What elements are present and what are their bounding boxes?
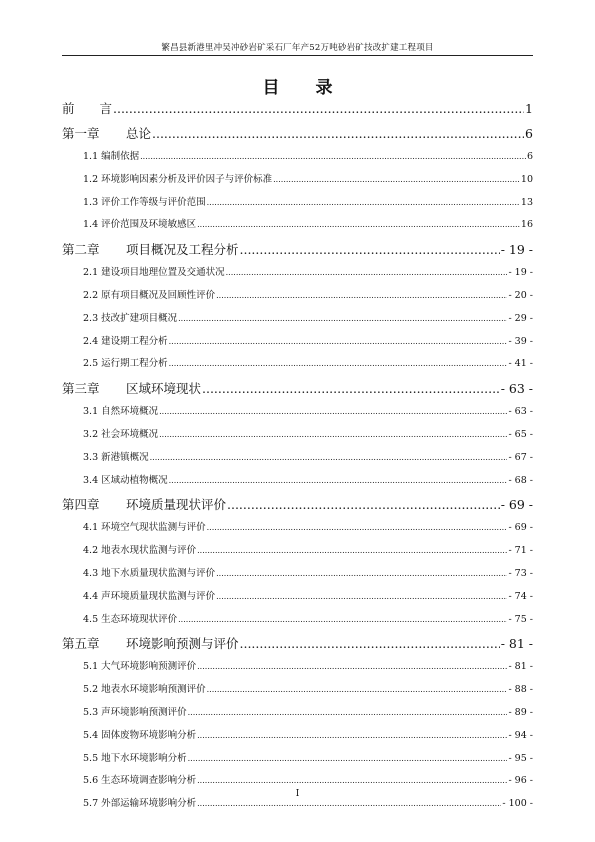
toc-chapter-label (62, 376, 201, 401)
toc-page-number: - 94 - (508, 729, 533, 741)
toc-page-number: - 63 - (508, 406, 533, 418)
toc-leader-dots (216, 586, 507, 609)
toc-section-title: 1.1 编制依据 (83, 151, 140, 162)
toc-page-number: - 65 - (508, 428, 533, 440)
toc-leader-dots (240, 237, 500, 262)
toc-chapter-number: 第三章 (62, 381, 100, 397)
toc-section-title: 3.3 新港镇概况 (83, 451, 149, 463)
toc-leader-dots (202, 376, 500, 401)
toc-section-entry[interactable] (62, 517, 533, 540)
toc-chapter-number: 第一章 (62, 126, 100, 141)
toc-chapter-title: 区域环境现状 (126, 381, 202, 397)
toc-leader-dots (207, 192, 520, 215)
toc-leader-dots (169, 331, 508, 354)
toc-chapter-number: 前 言 (62, 101, 113, 116)
toc-section-entry[interactable] (62, 192, 533, 215)
toc-section-entry[interactable] (62, 424, 533, 447)
toc-section-entry[interactable] (62, 470, 533, 493)
toc-section-title: 5.4 固体废物环境影响分析 (83, 729, 197, 741)
toc-section-title: 3.2 社会环境概况 (83, 428, 159, 440)
toc-page-number: - 41 - (508, 358, 533, 370)
toc-page-number: - 74 - (508, 590, 533, 602)
toc-page-number: - 71 - (508, 545, 533, 557)
toc-chapter-number: 第四章 (62, 497, 100, 513)
toc-section-entry[interactable] (62, 285, 533, 308)
toc-section-entry[interactable] (62, 262, 533, 285)
toc-page-number: - 19 - (500, 242, 533, 258)
toc-chapter-title: 环境影响预测与评价 (126, 636, 239, 652)
toc-section-entry[interactable] (62, 656, 533, 679)
toc-section-title: 5.6 生态环境调查影响分析 (83, 775, 197, 787)
toc-section-entry[interactable] (62, 586, 533, 609)
toc-section-entry[interactable] (62, 447, 533, 470)
toc-leader-dots (140, 146, 526, 169)
toc-leader-dots (273, 169, 520, 192)
toc-chapter-entry[interactable] (62, 121, 533, 146)
toc-section-entry[interactable] (62, 331, 533, 354)
toc-section-title: 3.4 区域动植物概况 (83, 474, 168, 486)
toc-section-title: 2.5 运行期工程分析 (83, 358, 168, 370)
table-of-contents (62, 96, 533, 816)
toc-leader-dots (227, 492, 500, 517)
toc-section-title: 5.7 外部运输环境影响分析 (83, 798, 197, 810)
toc-leader-dots (197, 214, 520, 237)
toc-page-number: - 73 - (508, 567, 533, 579)
toc-page-number: - 69 - (508, 522, 533, 534)
toc-section-title: 2.3 技改扩建项目概况 (83, 312, 178, 324)
toc-section-title: 5.3 声环境影响预测评价 (83, 706, 187, 718)
toc-page-number: 6 (525, 126, 533, 141)
toc-chapter-label (62, 492, 226, 517)
toc-section-entry[interactable] (62, 679, 533, 702)
toc-page-number: - 63 - (500, 381, 533, 397)
toc-section-entry[interactable] (62, 308, 533, 331)
toc-chapter-label (62, 631, 239, 656)
toc-section-entry[interactable] (62, 702, 533, 725)
toc-chapter-entry[interactable] (62, 631, 533, 656)
toc-title-char-1: 目 (262, 78, 280, 98)
toc-leader-dots (188, 702, 508, 725)
toc-chapter-label (62, 96, 112, 121)
toc-page-number: - 100 - (502, 798, 533, 810)
toc-section-title: 5.2 地表水环境影响预测评价 (83, 684, 206, 696)
toc-leader-dots (150, 447, 508, 470)
toc-leader-dots (178, 609, 507, 632)
toc-section-title: 4.2 地表水现状监测与评价 (83, 545, 197, 557)
toc-chapter-label (62, 121, 151, 146)
toc-title (0, 73, 595, 98)
toc-chapter-label (62, 237, 239, 262)
toc-chapter-title: 总论 (126, 126, 152, 141)
toc-chapter-entry[interactable] (62, 376, 533, 401)
toc-section-title: 4.4 声环境质量现状监测与评价 (83, 590, 216, 602)
toc-chapter-entry[interactable] (62, 237, 533, 262)
toc-leader-dots (226, 262, 508, 285)
toc-section-entry[interactable] (62, 169, 533, 192)
page-header: 繁昌县新港里冲吴冲砂岩矿采石厂年产52万吨砂岩矿技改扩建工程项目 (62, 41, 533, 56)
toc-leader-dots (152, 121, 524, 146)
toc-page-number: - 96 - (508, 775, 533, 787)
toc-section-entry[interactable] (62, 748, 533, 771)
toc-leader-dots (216, 285, 507, 308)
toc-leader-dots (207, 679, 508, 702)
toc-section-title: 2.2 原有项目概况及回顾性评价 (83, 289, 216, 301)
toc-leader-dots (169, 353, 508, 376)
toc-section-title: 2.1 建设项目地理位置及交通状况 (83, 267, 225, 279)
toc-page-number: - 69 - (500, 497, 533, 513)
toc-chapter-title: 环境质量现状评价 (126, 497, 227, 513)
toc-leader-dots (197, 725, 507, 748)
toc-leader-dots (207, 517, 508, 540)
toc-leader-dots (159, 424, 507, 447)
toc-leader-dots (159, 401, 507, 424)
toc-page-number: - 67 - (508, 451, 533, 463)
toc-section-title: 1.3 评价工作等级与评价范围 (83, 196, 206, 208)
page-number: I (295, 789, 300, 799)
toc-leader-dots (240, 631, 500, 656)
toc-leader-dots (197, 540, 507, 563)
toc-section-entry[interactable] (62, 725, 533, 748)
toc-page-number: - 19 - (508, 267, 533, 279)
toc-section-title: 4.5 生态环境现状评价 (83, 613, 178, 625)
toc-section-entry[interactable] (62, 353, 533, 376)
toc-section-entry[interactable] (62, 609, 533, 632)
toc-page-number: - 29 - (508, 312, 533, 324)
toc-chapter-entry[interactable] (62, 492, 533, 517)
toc-section-title: 2.4 建设期工程分析 (83, 335, 168, 347)
toc-page-number: 13 (520, 196, 533, 208)
toc-chapter-title: 项目概况及工程分析 (126, 242, 239, 258)
toc-page-number: - 68 - (508, 474, 533, 486)
toc-chapter-number: 第二章 (62, 242, 100, 258)
toc-page-number: - 75 - (508, 613, 533, 625)
toc-page-number: - 95 - (508, 752, 533, 764)
toc-leader-dots (188, 748, 508, 771)
toc-section-title: 5.5 地下水环境影响分析 (83, 752, 187, 764)
toc-section-title: 4.3 地下水质量现状监测与评价 (83, 567, 216, 579)
toc-page-number: 1 (525, 101, 533, 116)
toc-section-title: 1.4 评价范围及环境敏感区 (83, 219, 197, 231)
toc-page-number: - 39 - (508, 335, 533, 347)
toc-page-number: - 88 - (508, 684, 533, 696)
toc-section-title: 4.1 环境空气现状监测与评价 (83, 522, 206, 534)
toc-page-number: 16 (520, 219, 533, 231)
toc-section-title: 3.1 自然环境概况 (83, 406, 159, 418)
toc-page-number: - 89 - (508, 706, 533, 718)
toc-leader-dots (197, 656, 507, 679)
toc-title-char-2: 录 (315, 78, 333, 98)
toc-section-entry[interactable] (62, 214, 533, 237)
toc-leader-dots (169, 470, 508, 493)
toc-chapter-entry[interactable] (62, 96, 533, 121)
toc-leader-dots (113, 96, 524, 121)
toc-section-entry[interactable] (62, 146, 533, 169)
toc-section-entry[interactable] (62, 563, 533, 586)
toc-section-entry[interactable] (62, 540, 533, 563)
toc-page-number: - 20 - (508, 289, 533, 301)
toc-page-number: 10 (520, 173, 533, 185)
toc-chapter-number: 第五章 (62, 636, 100, 652)
toc-page-number: - 81 - (508, 661, 533, 673)
toc-section-title: 1.2 环境影响因素分析及评价因子与评价标准 (83, 173, 273, 185)
toc-leader-dots (178, 308, 507, 331)
toc-section-entry[interactable] (62, 401, 533, 424)
toc-section-title: 5.1 大气环境影响预测评价 (83, 661, 197, 673)
toc-leader-dots (216, 563, 507, 586)
toc-page-number: 6 (526, 151, 533, 162)
toc-page-number: - 81 - (500, 636, 533, 652)
